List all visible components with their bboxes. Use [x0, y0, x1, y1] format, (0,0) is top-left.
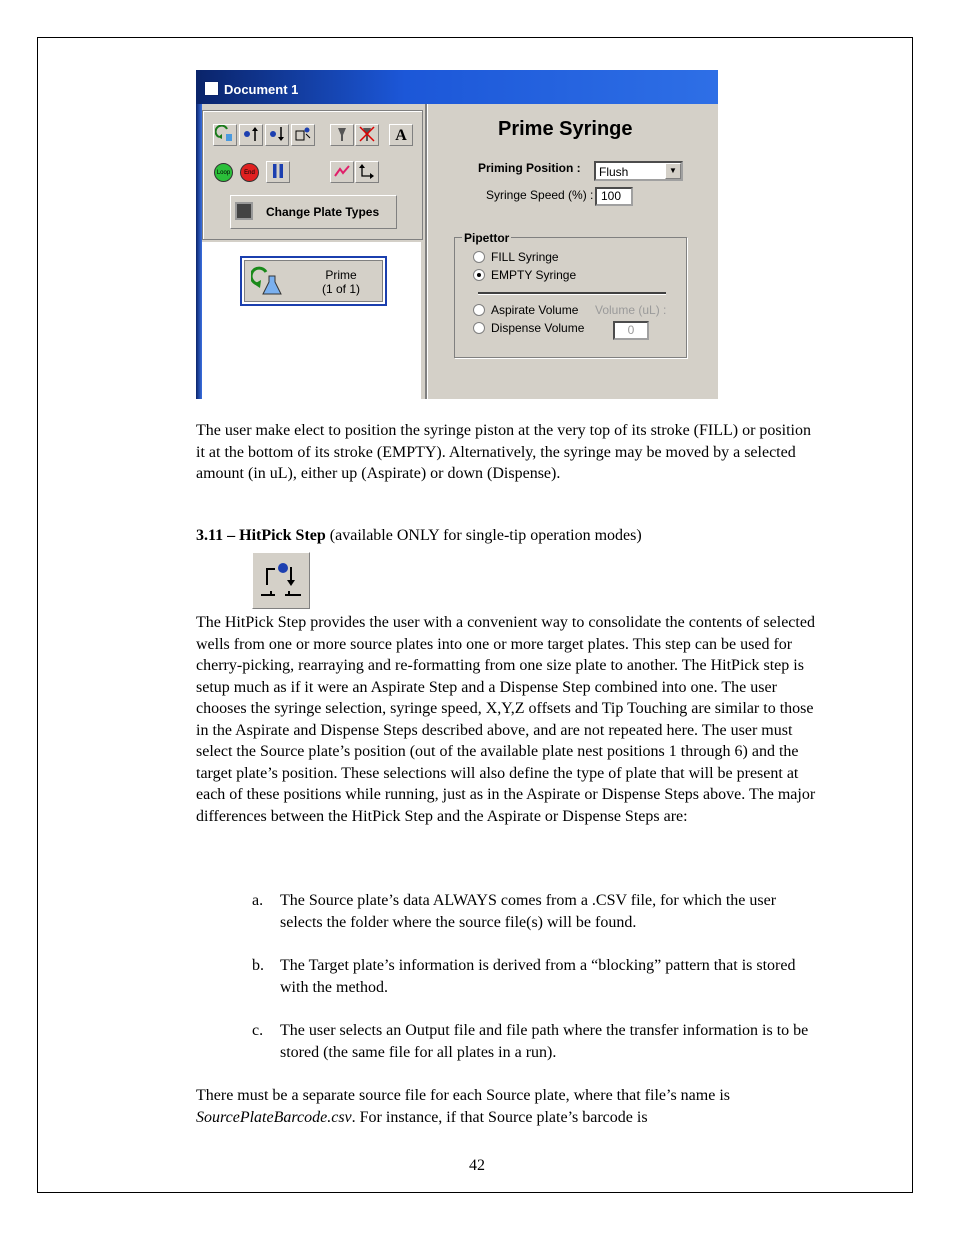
text-tool-button[interactable]: A [389, 124, 413, 146]
pipettor-separator [478, 292, 666, 295]
syringe-speed-label: Syringe Speed (%) : [486, 188, 594, 202]
chevron-down-icon[interactable]: ▼ [665, 163, 681, 179]
window-titlebar [196, 70, 718, 104]
section-note: (available ONLY for single-tip operation modes) [325, 527, 642, 544]
volume-input[interactable]: 0 [613, 321, 649, 340]
section-heading: 3.11 – HitPick Step [196, 527, 326, 544]
window-title: Document 1 [224, 82, 299, 97]
tip-icon[interactable] [330, 124, 354, 146]
prime-step-item[interactable] [240, 256, 387, 306]
paragraph-source-file [196, 1085, 816, 1128]
priming-position-label: Priming Position : [478, 161, 581, 175]
volume-label: Volume (uL) : [595, 303, 667, 317]
aspirate-step-icon[interactable] [239, 124, 263, 146]
pipettor-group [454, 237, 687, 358]
list-item-text: The Target plate’s information is derived from a “blocking” pattern that is stored with the method. [280, 957, 796, 996]
end-loop-icon[interactable]: End [240, 163, 259, 182]
list-marker: c. [252, 1022, 264, 1039]
paragraph-prime-description: The user make elect to position the syringe piston at the very top of its stroke (FILL) or position it at the bottom of its stroke (EMPTY). Alternatively, the syringe may be moved by a selected amount (in uL), either up (Aspirate) or down (Dispense). [196, 422, 811, 482]
document-icon [204, 81, 219, 96]
filename-example: SourcePlateBarcode.csv [196, 1108, 352, 1126]
paragraph-hitpick-description: The HitPick Step provides the user with a convenient way to consolidate the contents of selected wells from one or more source plates into one or more target plates. This step can be used for cherry-picking, rearraying and re-formatting from one size plate to another. The HitPick step is setup much as if it were an Aspirate Step and a Dispense Step combined into one. The user chooses the syringe selection, syringe speed, X,Y,Z offsets and Tip Touching are similar to those in the Aspirate and Dispense Steps described above, and are not repeated here. The user must select the Source plate’s position (out of the available plate nest positions 1 through 6) and the target plate’s position. These selections will also define the type of plate that will be present at each of these positions while running, just as in the Aspirate or Dispense Steps above. The major differences between the HitPick Step and the Aspirate or Dispense Steps are: [196, 614, 816, 825]
aspirate-volume-radio[interactable] [473, 304, 485, 316]
plate-icon [235, 202, 253, 220]
list-marker: a. [252, 892, 264, 909]
list-marker: b. [252, 957, 264, 974]
list-item-text: The user selects an Output file and file path where the transfer information is to be stored (the same file for all plates in a run). [280, 1022, 809, 1061]
list-item-c [252, 1020, 812, 1063]
dispense-volume-radio[interactable] [473, 322, 485, 334]
prime-step-inner [244, 260, 383, 302]
pause-icon[interactable] [266, 161, 290, 183]
step-name: Prime [325, 268, 357, 282]
transfer-icon[interactable] [355, 161, 379, 183]
flask-icon [251, 264, 285, 298]
list-item-a [252, 890, 812, 933]
priming-position-value: Flush [599, 165, 629, 179]
prime-step-icon[interactable] [213, 124, 237, 146]
prime-step-label [301, 268, 381, 296]
page-number: 42 [469, 1157, 485, 1174]
list-item-text: The Source plate’s data ALWAYS comes from a .CSV file, for which the user selects the folder where the source file(s) will be found. [280, 892, 777, 931]
step-count: (1 of 1) [321, 282, 360, 296]
pipettor-group-title: Pipettor [464, 231, 510, 245]
empty-syringe-label: EMPTY Syringe [491, 268, 577, 282]
change-plate-types-button[interactable] [230, 195, 397, 229]
panel-title: Prime Syringe [498, 118, 633, 140]
dispense-volume-label: Dispense Volume [491, 321, 585, 335]
section-heading-hitpick [196, 525, 816, 547]
syringe-speed-input[interactable]: 100 [595, 187, 633, 206]
remove-tip-icon[interactable] [355, 124, 379, 146]
para3-start: There must be a separate source file for each Source plate, where that file’s name is [196, 1087, 730, 1104]
fill-syringe-label: FILL Syringe [491, 250, 559, 264]
mix-step-icon[interactable] [291, 124, 315, 146]
priming-position-select[interactable] [594, 161, 683, 181]
pane-divider [425, 104, 428, 399]
move-icon[interactable] [330, 161, 354, 183]
fill-syringe-radio[interactable] [473, 251, 485, 263]
empty-syringe-radio[interactable] [473, 269, 485, 281]
list-item-b [252, 955, 812, 998]
para3-end: . For instance, if that Source plate’s barcode is [351, 1108, 648, 1126]
dispense-step-icon[interactable] [265, 124, 289, 146]
change-plate-types-label: Change Plate Types [266, 205, 380, 219]
aspirate-volume-label: Aspirate Volume [491, 303, 579, 317]
document-window-screenshot [196, 70, 718, 399]
hitpick-step-icon [252, 552, 310, 609]
loop-icon[interactable]: Loop [214, 163, 233, 182]
